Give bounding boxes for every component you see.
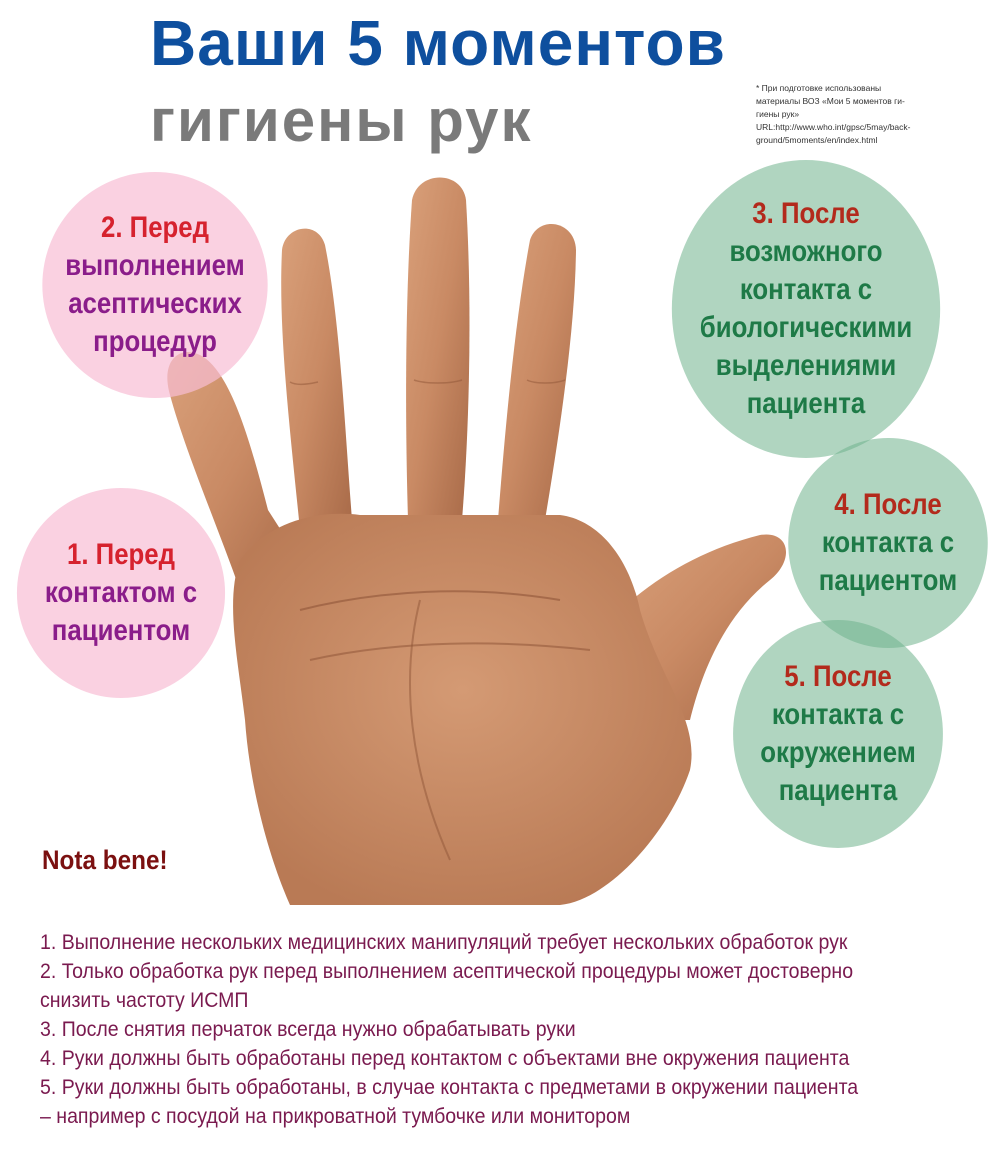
- moment-3-line: контакта с: [739, 273, 873, 306]
- nota-bene-heading: Nota bene!: [42, 845, 168, 875]
- nota-bene-list: [40, 928, 990, 1131]
- moment-3-line: возможного: [729, 235, 883, 268]
- page-title: Ваши 5 моментов: [150, 7, 726, 79]
- nota-bene-item: 3. После снятия перчаток всегда нужно обрабатывать руки: [40, 1018, 576, 1041]
- nota-bene-item: – например с посудой на прикроватной тумбочке или монитором: [40, 1105, 631, 1128]
- nota-bene-item: 4. Руки должны быть обработаны перед контактом с объектами вне окружения пациента: [40, 1047, 850, 1070]
- moment-3-line: пациента: [746, 387, 866, 420]
- moment-1-heading: 1. Перед: [66, 538, 176, 571]
- moment-3-circle: [672, 160, 940, 458]
- moment-4-line: контакта с: [821, 526, 955, 559]
- nota-bene-item: снизить частоту ИСМП: [40, 989, 249, 1012]
- moment-2-heading: 2. Перед: [100, 211, 210, 244]
- source-note-line: ground/5moments/en/index.html: [756, 135, 878, 145]
- moment-2-circle: [42, 172, 267, 398]
- moment-2-line: асептических: [68, 287, 242, 320]
- nota-bene-item: 1. Выполнение нескольких медицинских манипуляций требует нескольких обработок рук: [40, 931, 848, 954]
- moment-2-line: процедур: [93, 325, 217, 358]
- moment-5-line: контакта с: [771, 698, 905, 731]
- moment-4-line: пациентом: [818, 564, 958, 597]
- source-note-line: материалы ВОЗ «Мои 5 моментов ги-: [756, 96, 905, 106]
- moment-4-heading: 4. После: [834, 488, 942, 521]
- moment-1-line: пациентом: [51, 614, 191, 647]
- moment-3-line: биологическими: [699, 311, 913, 344]
- source-note-line: URL:http://www.who.int/gpsc/5may/back-: [756, 122, 911, 132]
- moment-1-circle: [17, 488, 225, 698]
- moment-5-heading: 5. После: [784, 660, 892, 693]
- moment-5-circle: [733, 620, 943, 848]
- moment-1-line: контактом с: [44, 576, 198, 609]
- nota-bene-item: 5. Руки должны быть обработаны, в случае контакта с предметами в окружении пациента: [40, 1076, 859, 1099]
- moment-3-heading: 3. После: [752, 197, 860, 230]
- moment-3-line: выделениями: [715, 349, 897, 382]
- moment-5-line: пациента: [778, 774, 898, 807]
- moment-2-line: выполнением: [65, 249, 245, 282]
- moment-5-line: окружением: [760, 736, 916, 769]
- source-note-line: * При подготовке использованы: [756, 83, 882, 93]
- nota-bene-item: 2. Только обработка рук перед выполнением асептической процедуры может достоверно: [40, 960, 854, 983]
- source-note-line: гиены рук»: [756, 109, 800, 119]
- moment-4-circle: [788, 438, 988, 648]
- page-subtitle: гигиены рук: [150, 87, 533, 154]
